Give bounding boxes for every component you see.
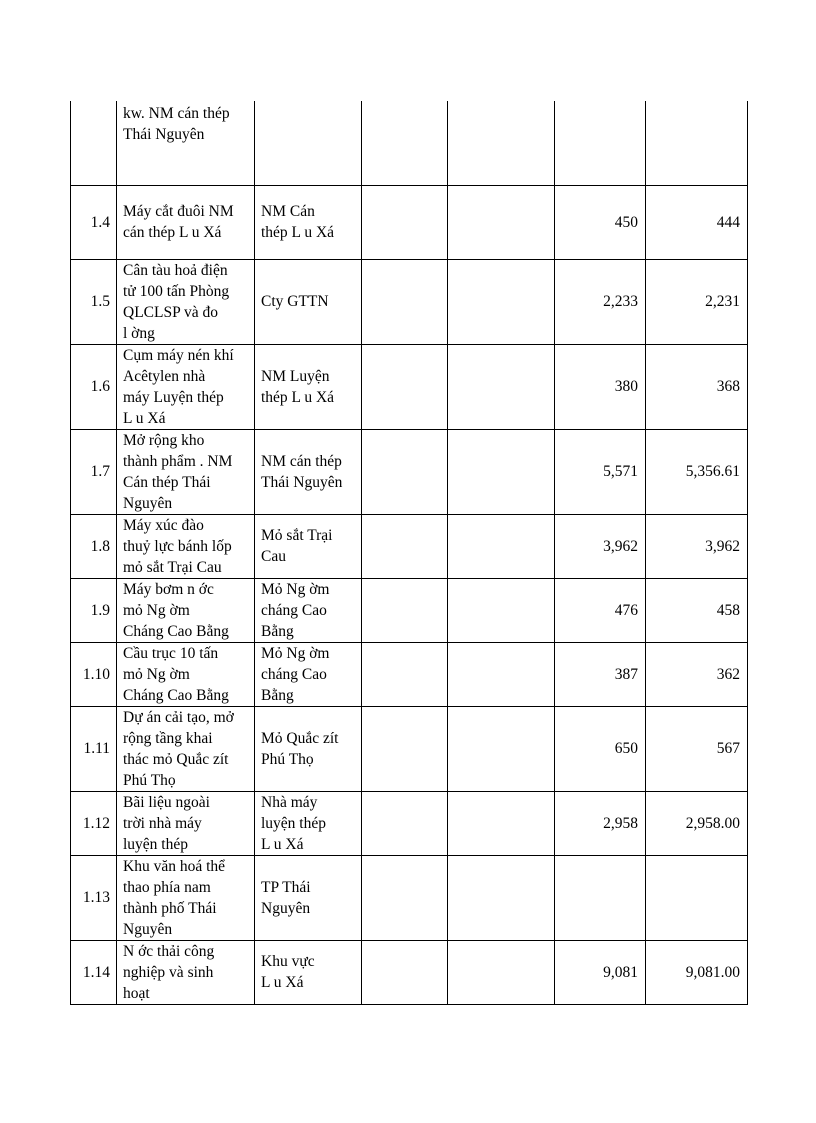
empty-cell <box>362 940 448 1004</box>
project-location: Mỏ Quắc zít Phú Thọ <box>255 706 362 791</box>
project-location: Mỏ Ng ờm cháng Cao Bằng <box>255 578 362 642</box>
row-number: 1.14 <box>71 940 117 1004</box>
table-row <box>71 578 748 642</box>
project-name: Cầu trục 10 tấn mỏ Ng ờm Cháng Cao Bằng <box>117 642 255 706</box>
project-table <box>70 101 748 1005</box>
value-planned: 380 <box>555 344 646 429</box>
project-location: Mỏ sắt Trại Cau <box>255 514 362 578</box>
project-name: Cân tàu hoả điện tử 100 tấn Phòng QLCLSP và đo l ờng <box>117 259 255 344</box>
row-number: 1.13 <box>71 855 117 940</box>
empty-cell <box>362 855 448 940</box>
project-location: NM Luyện thép L u Xá <box>255 344 362 429</box>
value-actual: 5,356.61 <box>646 429 748 514</box>
project-location: TP Thái Nguyên <box>255 855 362 940</box>
table-row <box>71 514 748 578</box>
table-row <box>71 429 748 514</box>
row-number: 1.10 <box>71 642 117 706</box>
project-name: Cụm máy nén khí Acêtylen nhà máy Luyện thép L u Xá <box>117 344 255 429</box>
empty-cell <box>362 101 448 185</box>
project-location: NM Cán thép L u Xá <box>255 185 362 259</box>
empty-cell <box>448 101 555 185</box>
empty-cell <box>362 429 448 514</box>
value-actual: 3,962 <box>646 514 748 578</box>
empty-cell <box>448 791 555 855</box>
project-name: Máy cắt đuôi NM cán thép L u Xá <box>117 185 255 259</box>
empty-cell <box>362 344 448 429</box>
project-name: N ớc thải công nghiệp và sinh hoạt <box>117 940 255 1004</box>
empty-cell <box>362 706 448 791</box>
project-location: Khu vực L u Xá <box>255 940 362 1004</box>
row-number: 1.6 <box>71 344 117 429</box>
value-planned: 650 <box>555 706 646 791</box>
value-planned: 5,571 <box>555 429 646 514</box>
value-actual: 9,081.00 <box>646 940 748 1004</box>
empty-cell <box>362 185 448 259</box>
value-planned: 2,958 <box>555 791 646 855</box>
empty-cell <box>448 706 555 791</box>
value-planned: 2,233 <box>555 259 646 344</box>
row-number <box>71 101 117 185</box>
value-actual: 444 <box>646 185 748 259</box>
project-location <box>255 101 362 185</box>
empty-cell <box>448 578 555 642</box>
value-actual <box>646 855 748 940</box>
project-location: Mỏ Ng ờm cháng Cao Bằng <box>255 642 362 706</box>
table-row <box>71 706 748 791</box>
value-actual: 458 <box>646 578 748 642</box>
project-name: kw. NM cán thép Thái Nguyên <box>117 101 255 185</box>
value-planned: 9,081 <box>555 940 646 1004</box>
empty-cell <box>448 642 555 706</box>
value-planned <box>555 101 646 185</box>
empty-cell <box>362 259 448 344</box>
table-row <box>71 185 748 259</box>
project-name: Mở rộng kho thành phẩm . NM Cán thép Thái Nguyên <box>117 429 255 514</box>
value-planned: 476 <box>555 578 646 642</box>
empty-cell <box>448 514 555 578</box>
table-row <box>71 791 748 855</box>
project-name: Khu văn hoá thể thao phía nam thành phố Thái Nguyên <box>117 855 255 940</box>
project-name: Dự án cải tạo, mở rộng tầng khai thác mỏ Quắc zít Phú Thọ <box>117 706 255 791</box>
value-planned: 450 <box>555 185 646 259</box>
empty-cell <box>448 940 555 1004</box>
project-name: Máy bơm n ớc mỏ Ng ờm Cháng Cao Bằng <box>117 578 255 642</box>
project-name: Bãi liệu ngoài trời nhà máy luyện thép <box>117 791 255 855</box>
empty-cell <box>362 642 448 706</box>
value-planned: 387 <box>555 642 646 706</box>
project-name: Máy xúc đào thuỷ lực bánh lốp mỏ sắt Trại Cau <box>117 514 255 578</box>
row-number: 1.11 <box>71 706 117 791</box>
empty-cell <box>448 185 555 259</box>
empty-cell <box>362 578 448 642</box>
table-row <box>71 344 748 429</box>
project-location: Cty GTTN <box>255 259 362 344</box>
project-location: NM cán thép Thái Nguyên <box>255 429 362 514</box>
row-number: 1.7 <box>71 429 117 514</box>
empty-cell <box>362 514 448 578</box>
empty-cell <box>448 855 555 940</box>
row-number: 1.9 <box>71 578 117 642</box>
table-row <box>71 259 748 344</box>
empty-cell <box>448 344 555 429</box>
value-planned <box>555 855 646 940</box>
value-actual: 368 <box>646 344 748 429</box>
value-actual: 2,231 <box>646 259 748 344</box>
row-number: 1.8 <box>71 514 117 578</box>
table-row <box>71 940 748 1004</box>
value-actual: 362 <box>646 642 748 706</box>
row-number: 1.5 <box>71 259 117 344</box>
table-row <box>71 855 748 940</box>
empty-cell <box>448 259 555 344</box>
value-actual: 2,958.00 <box>646 791 748 855</box>
row-number: 1.4 <box>71 185 117 259</box>
table-row <box>71 101 748 185</box>
project-location: Nhà máy luyện thép L u Xá <box>255 791 362 855</box>
value-actual: 567 <box>646 706 748 791</box>
value-actual <box>646 101 748 185</box>
value-planned: 3,962 <box>555 514 646 578</box>
row-number: 1.12 <box>71 791 117 855</box>
empty-cell <box>448 429 555 514</box>
empty-cell <box>362 791 448 855</box>
table-row <box>71 642 748 706</box>
